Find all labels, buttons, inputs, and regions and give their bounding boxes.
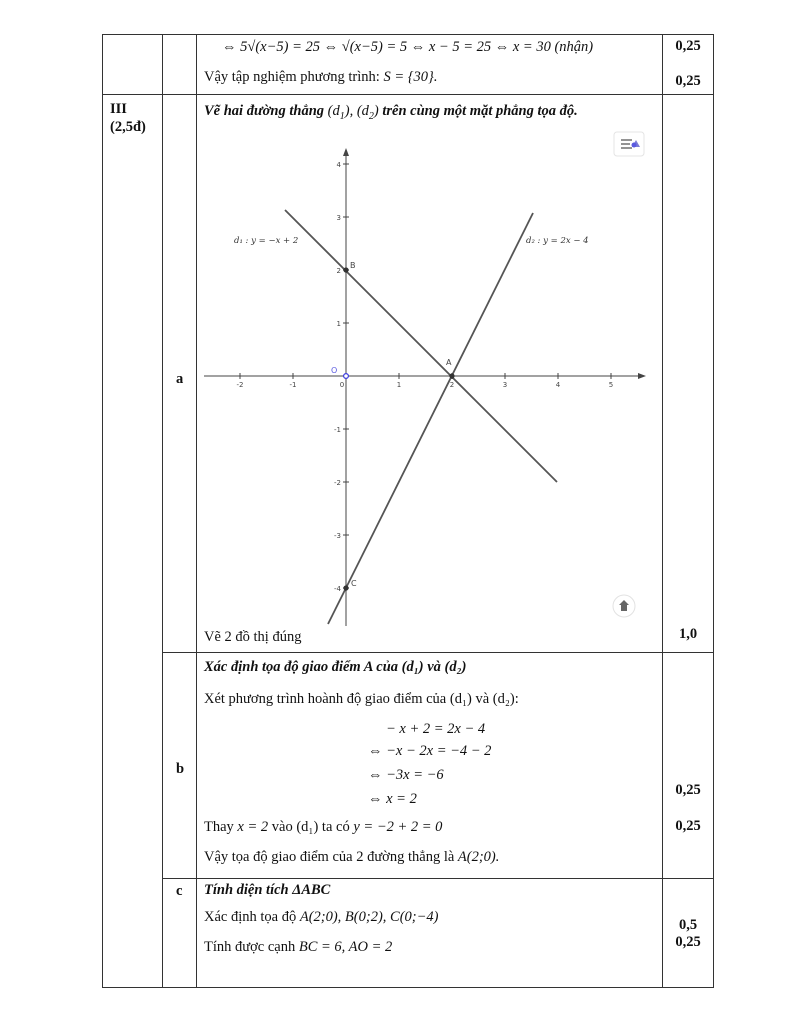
x-tick-label: -2 bbox=[236, 381, 244, 389]
table-divider-3 bbox=[662, 34, 663, 988]
part-a-letter: a bbox=[176, 371, 184, 387]
table-border-bottom bbox=[102, 987, 714, 988]
origin-label: O bbox=[331, 366, 338, 375]
part-c-score-2: 0,25 bbox=[675, 934, 701, 950]
point-A-label: A bbox=[446, 358, 452, 367]
x-tick-label: 5 bbox=[608, 381, 614, 389]
part-b-sub-math1: x = 2 bbox=[237, 819, 269, 835]
part-b-score-1: 0,25 bbox=[675, 782, 701, 798]
part-a-score: 1,0 bbox=[678, 626, 698, 642]
y-tick-label: -3 bbox=[334, 532, 341, 540]
x-tick-label: 1 bbox=[396, 381, 402, 389]
part-a-heading bbox=[204, 102, 578, 126]
part-c-line2 bbox=[204, 938, 392, 956]
x-axis-arrow bbox=[638, 373, 646, 379]
y-tick-label: 1 bbox=[336, 320, 341, 328]
part-b-eq4: ⇔ x = 2 bbox=[368, 791, 417, 807]
part-b-line1: Xét phương trình hoành độ giao điểm của (d₁) và (d₂): bbox=[204, 691, 519, 707]
y-tick-label: 2 bbox=[336, 267, 341, 275]
prev-score-1: 0,25 bbox=[675, 38, 701, 54]
origin-point bbox=[344, 374, 349, 379]
x-tick-label: -1 bbox=[289, 381, 297, 389]
point-B bbox=[343, 267, 348, 272]
part-b-letter: b bbox=[176, 761, 185, 777]
part-b-conclusion-math: A(2;0). bbox=[457, 849, 500, 865]
graph-svg bbox=[200, 130, 656, 628]
line-d1 bbox=[285, 210, 557, 482]
prev-equation-line: ⇔ 5√(x−5) = 25 ⇔ √(x−5) = 5 ⇔ x − 5 = 25 ⇔ x = 30 (nhận) bbox=[222, 39, 594, 55]
part-b-sub-mid: vào (d₁) ta có bbox=[271, 819, 350, 835]
part-b-eq2: ⇔ −x − 2x = −4 − 2 bbox=[368, 743, 492, 759]
prev-conclusion-text: Vậy tập nghiệm phương trình: bbox=[204, 69, 380, 85]
part-a-heading-pre: Vẽ hai đường thẳng bbox=[204, 103, 325, 119]
y-tick-label: 4 bbox=[336, 161, 341, 169]
part-c-letter: c bbox=[176, 883, 183, 899]
prev-conclusion bbox=[204, 68, 437, 86]
table-border-left bbox=[102, 34, 103, 988]
table-divider-2 bbox=[196, 34, 197, 988]
part-b-score-2: 0,25 bbox=[675, 818, 701, 834]
line-d2 bbox=[328, 213, 533, 624]
part-c-line2-math: BC = 6, AO = 2 bbox=[298, 939, 393, 955]
section-points: (2,5đ) bbox=[110, 119, 146, 135]
part-a-heading-post: trên cùng một mặt phẳng tọa độ. bbox=[382, 103, 578, 119]
part-c-score-1: 0,5 bbox=[678, 917, 698, 933]
part-c-line2-text: Tính được cạnh bbox=[204, 939, 296, 955]
part-c-line1-math: A(2;0), B(0;2), C(0;−4) bbox=[299, 909, 439, 925]
row-divider-a-b bbox=[162, 652, 714, 653]
row-divider-section bbox=[102, 94, 714, 95]
section-label: III bbox=[110, 101, 127, 117]
part-b-eq1: − x + 2 = 2x − 4 bbox=[386, 721, 486, 737]
part-b-conclusion-text: Vậy tọa độ giao điểm của 2 đường thẳng là bbox=[204, 849, 455, 865]
prev-score-2: 0,25 bbox=[675, 73, 701, 89]
table-border-right bbox=[713, 34, 714, 988]
x-tick-label: 4 bbox=[555, 381, 561, 389]
part-a-heading-d1: $(d_1)$, bbox=[327, 103, 354, 122]
prev-conclusion-math: S = {30}. bbox=[383, 69, 438, 85]
part-b-eq3: ⇔ −3x = −6 bbox=[368, 767, 444, 783]
x-tick-label: 2 bbox=[449, 381, 455, 389]
part-c-heading: Tính diện tích ΔABC bbox=[204, 882, 331, 898]
point-C-label: C bbox=[351, 579, 357, 588]
y-tick-label: -1 bbox=[334, 426, 341, 434]
coordinate-graph bbox=[200, 130, 656, 628]
part-b-heading: Xác định tọa độ giao điểm A của (d₁) và (d₂) bbox=[204, 659, 467, 675]
point-B-label: B bbox=[350, 261, 356, 270]
label-d2: d₂ : y = 2x − 4 bbox=[526, 236, 589, 246]
point-C bbox=[343, 585, 348, 590]
label-d1: d₁ : y = −x + 2 bbox=[234, 236, 299, 246]
part-b-sub-pre: Thay bbox=[204, 819, 234, 835]
y-axis-arrow bbox=[343, 148, 349, 156]
part-a-footer: Vẽ 2 đồ thị đúng bbox=[204, 629, 302, 645]
x-tick-label: 3 bbox=[502, 381, 508, 389]
y-tick-label: 3 bbox=[336, 214, 341, 222]
point-A bbox=[449, 373, 454, 378]
table-border-top bbox=[102, 34, 714, 35]
y-tick-label: -2 bbox=[334, 479, 341, 487]
part-b-conclusion bbox=[204, 848, 499, 866]
menu-icon[interactable] bbox=[614, 132, 644, 156]
x-tick-label: 0 bbox=[339, 381, 345, 389]
y-tick-label: -4 bbox=[334, 585, 341, 593]
part-a-heading-d2: $(d_2)$ bbox=[356, 103, 379, 122]
row-divider-b-c bbox=[162, 878, 714, 879]
part-c-line1 bbox=[204, 908, 438, 926]
home-icon[interactable] bbox=[613, 595, 635, 617]
part-b-substitution bbox=[204, 818, 442, 836]
table-divider-1 bbox=[162, 34, 163, 988]
part-b-sub-math2: y = −2 + 2 = 0 bbox=[353, 819, 443, 835]
part-c-line1-text: Xác định tọa độ bbox=[204, 909, 297, 925]
